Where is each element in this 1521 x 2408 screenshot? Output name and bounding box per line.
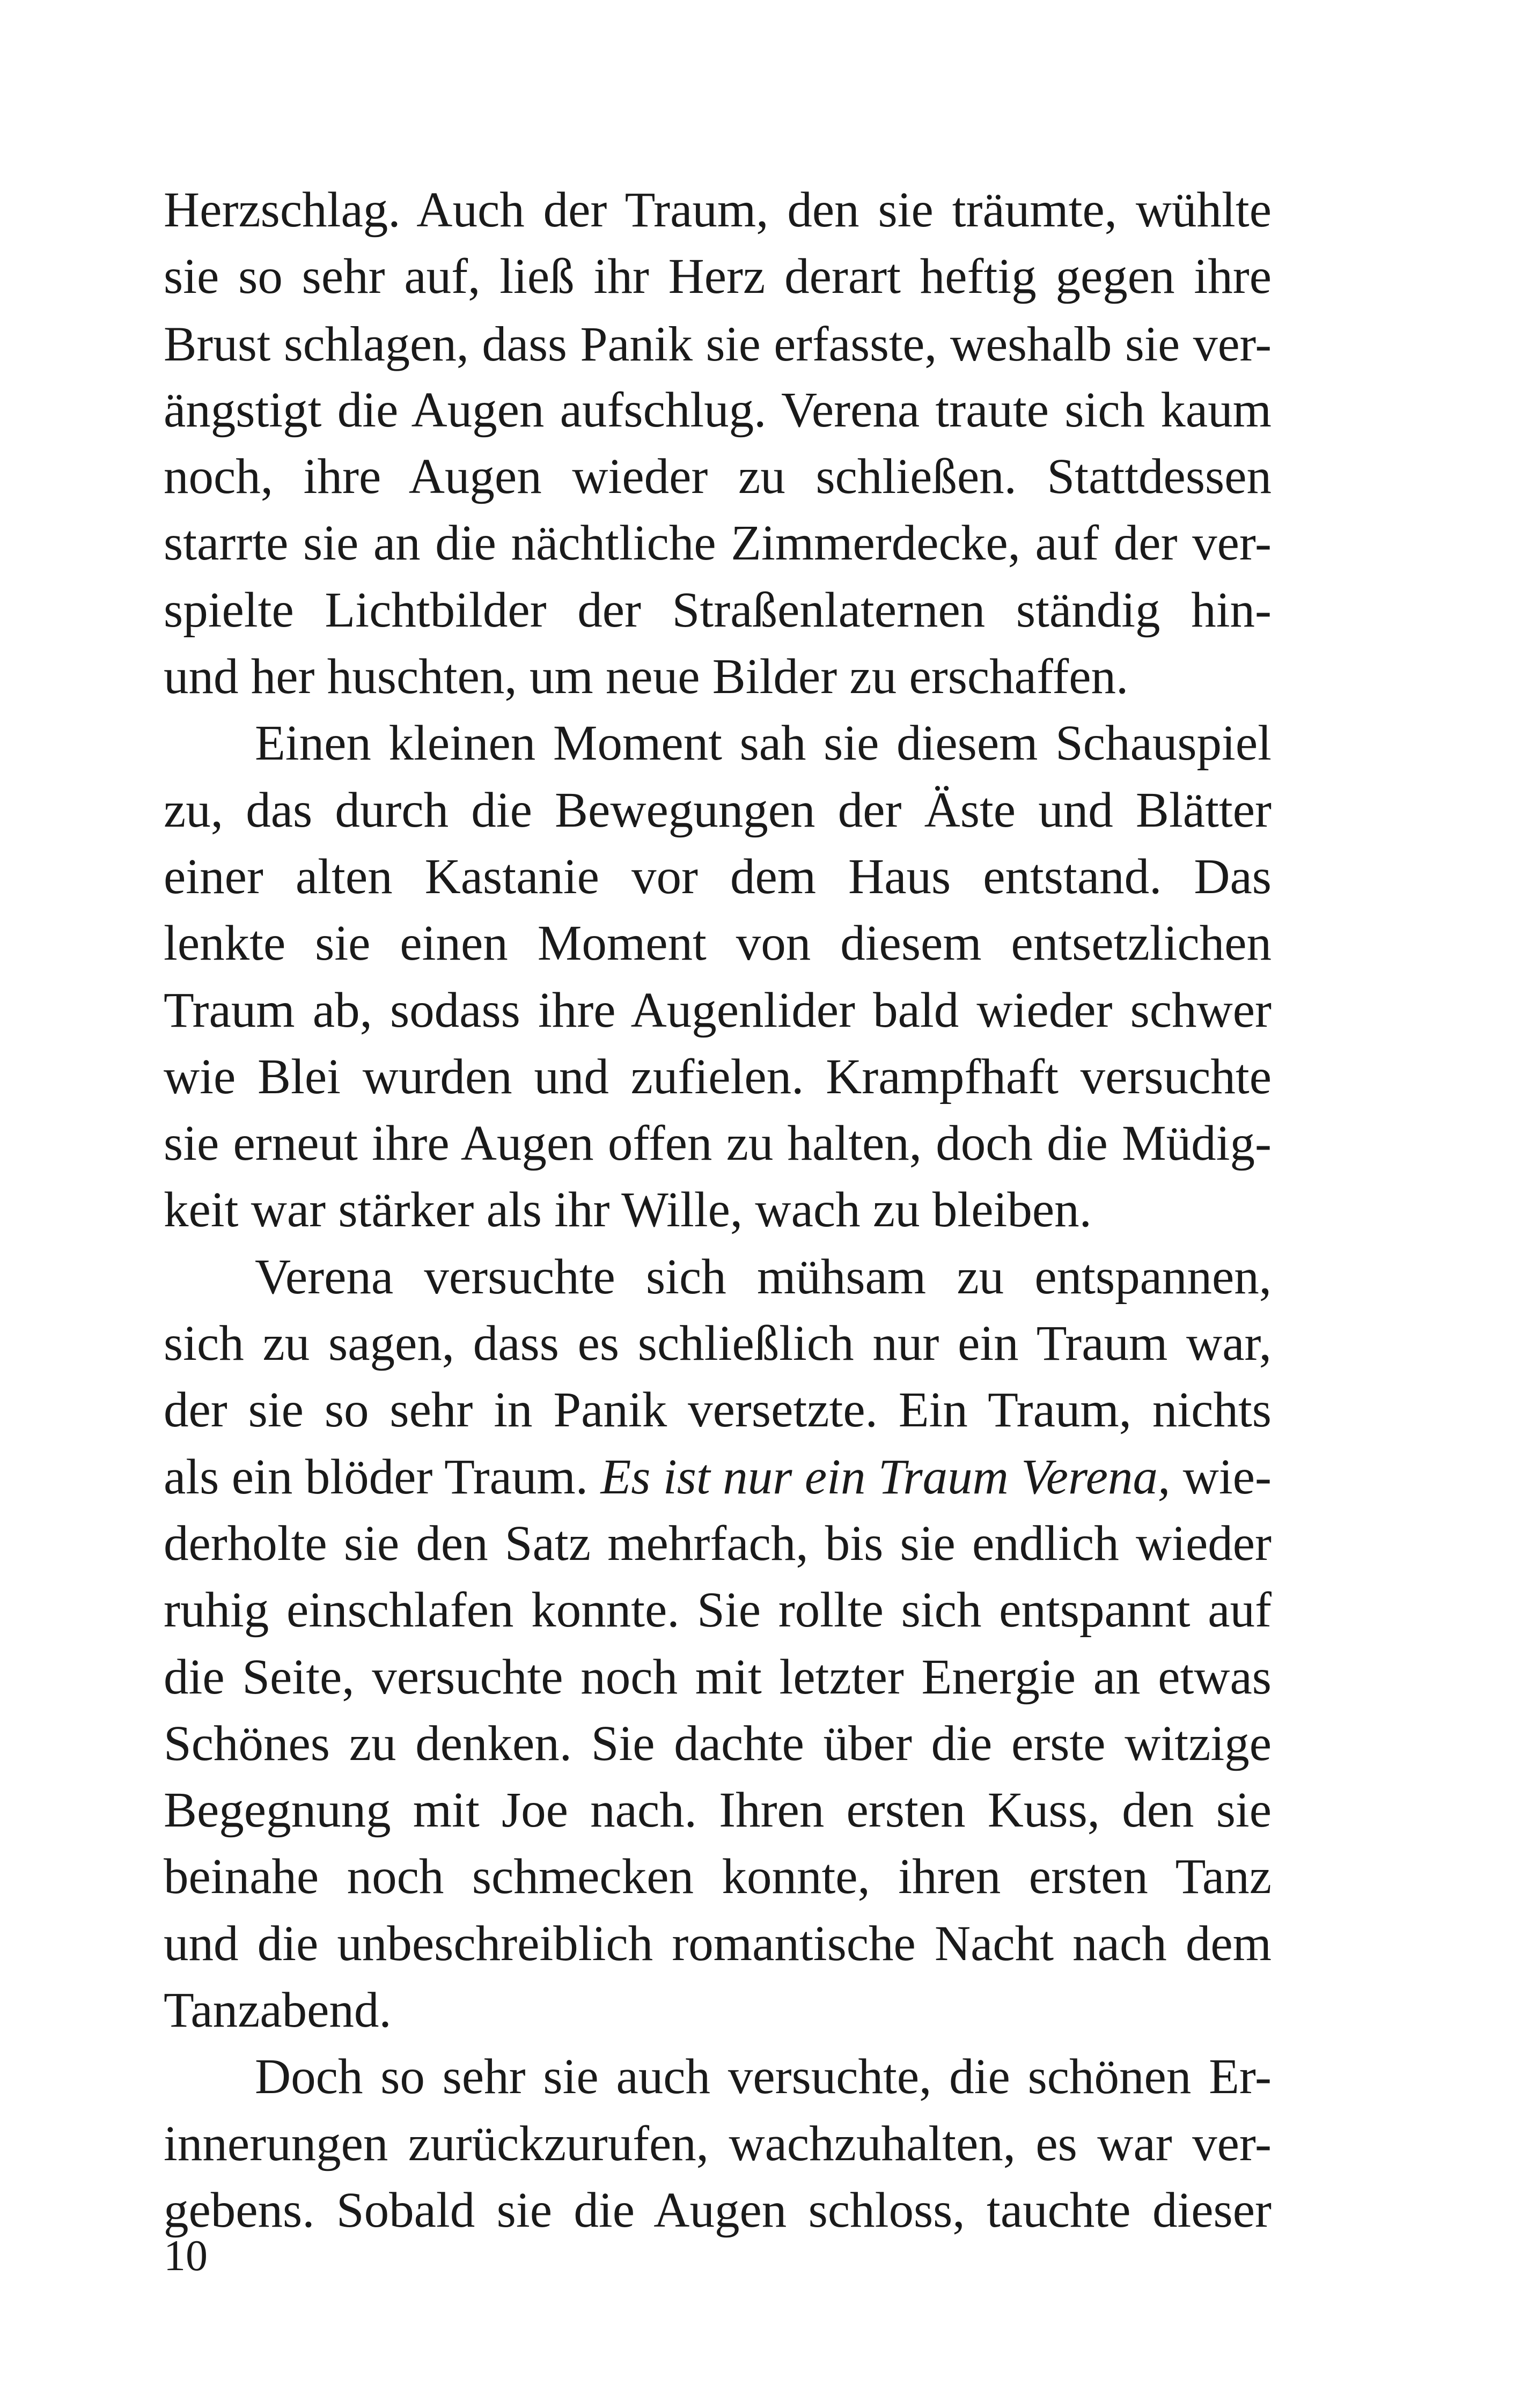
text-line: Brust schlagen, dass Panik sie erfasste, weshalb sie ver- [164,316,1272,371]
text-line: Einen kleinen Moment sah sie diesem Schauspiel [255,716,1272,771]
text-line: Verena versuchte sich mühsam zu entspannen, [255,1249,1272,1305]
italic-phrase: Es ist nur ein Traum Verena, [600,1449,1171,1505]
text-line: Herzschlag. Auch der Traum, den sie träumte, wühlte [164,182,1272,238]
page-number: 10 [164,2231,208,2280]
text-line: Doch so sehr sie auch versuchte, die schönen Er- [255,2049,1272,2105]
text-line: ängstigt die Augen aufschlug. Verena traute sich kaum [164,382,1272,438]
text-line: wie Blei wurden und zufielen. Krampfhaft versuchte [164,1049,1272,1104]
text-line: sich zu sagen, dass es schließlich nur ein Traum war, [164,1316,1272,1372]
text-line: sie so sehr auf, ließ ihr Herz derart heftig gegen ihre [164,249,1272,305]
text-line [164,1444,1272,1511]
text-line: Tanzabend. [164,1983,392,2038]
text-line: noch, ihre Augen wieder zu schließen. Stattdessen [164,449,1272,505]
text-line: Begegnung mit Joe nach. Ihren ersten Kuss, den sie [164,1783,1272,1838]
text-line: der sie so sehr in Panik versetzte. Ein Traum, nichts [164,1382,1272,1438]
body-text [164,177,1272,2244]
text-segment: als ein blöder Traum. [164,1449,601,1505]
text-line: derholte sie den Satz mehrfach, bis sie endlich wieder [164,1515,1272,1571]
text-segment: wie- [1170,1449,1272,1505]
text-line: keit war stärker als ihr Wille, wach zu bleiben. [164,1182,1092,1238]
text-line: spielte Lichtbilder der Straßenlaternen ständig hin- [164,582,1272,638]
text-line: und her huschten, um neue Bilder zu erschaffen. [164,649,1129,705]
text-line: Schönes zu denken. Sie dachte über die erste witzige [164,1715,1272,1771]
text-line: sie erneut ihre Augen offen zu halten, doch die Müdig- [164,1116,1272,1172]
text-line: gebens. Sobald sie die Augen schloss, tauchte dieser [164,2182,1272,2238]
text-line: die Seite, versuchte noch mit letzter Energie an etwas [164,1649,1272,1705]
text-line: beinahe noch schmecken konnte, ihren ersten Tanz [164,1849,1272,1905]
text-line: lenkte sie einen Moment von diesem entsetzlichen [164,916,1272,971]
text-line: und die unbeschreiblich romantische Nacht nach dem [164,1916,1272,1971]
text-line: ruhig einschlafen konnte. Sie rollte sich entspannt auf [164,1582,1272,1638]
text-line: Traum ab, sodass ihre Augenlider bald wieder schwer [164,982,1272,1038]
text-line: zu, das durch die Bewegungen der Äste und Blätter [164,782,1272,838]
text-line: starrte sie an die nächtliche Zimmerdecke, auf der ver- [164,516,1272,571]
text-line: innerungen zurückzurufen, wachzuhalten, es war ver- [164,2116,1272,2171]
text-line: einer alten Kastanie vor dem Haus entstand. Das [164,849,1272,904]
